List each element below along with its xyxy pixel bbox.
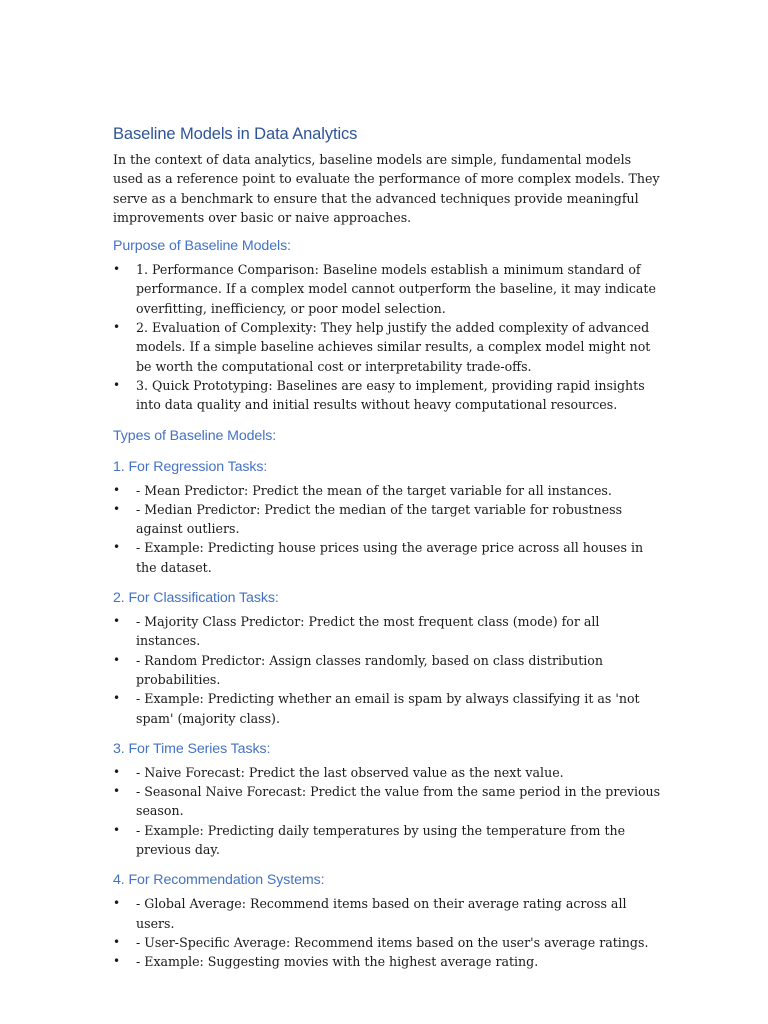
list-item xyxy=(113,481,661,500)
list-item-text: - Mean Predictor: Predict the mean of the target variable for all instances. xyxy=(136,482,612,498)
bullet-icon: • xyxy=(113,377,121,392)
list-item-text: - Example: Predicting daily temperatures by using the temperature from the previous day. xyxy=(136,822,626,858)
classification-list xyxy=(113,612,661,728)
recommendation-heading: 4. For Recommendation Systems: xyxy=(113,872,325,889)
list-item xyxy=(113,782,661,821)
regression-list xyxy=(113,481,661,577)
bullet-icon: • xyxy=(113,896,121,911)
list-item-text: - Seasonal Naive Forecast: Predict the value from the same period in the previous season. xyxy=(136,784,661,819)
list-item-text: 2. Evaluation of Complexity: They help justify the added complexity of advanced models. If a simple baseline achieves similar results, a complex model might not be worth the computational cost or interpretability trade-offs. xyxy=(136,320,651,374)
bullet-icon: • xyxy=(113,691,121,706)
list-item-text: - User-Specific Average: Recommend items based on the user's average ratings. xyxy=(136,934,649,950)
list-item xyxy=(113,376,661,415)
purpose-heading: Purpose of Baseline Models: xyxy=(113,238,291,255)
bullet-icon: • xyxy=(113,262,121,277)
types-heading: Types of Baseline Models: xyxy=(113,427,277,444)
list-item-text: - Example: Suggesting movies with the highest average rating. xyxy=(136,954,539,970)
list-item-text: 1. Performance Comparison: Baseline models establish a minimum standard of performance. If a complex model cannot outperform the baseline, it may indicate overfitting, inefficiency, or poor model selection. xyxy=(136,262,656,316)
regression-heading: 1. For Regression Tasks: xyxy=(113,458,268,475)
bullet-icon: • xyxy=(113,540,121,555)
intro-paragraph: In the context of data analytics, baseline models are simple, fundamental models used as a reference point to evaluate the performance of more complex models. They serve as a benchmark to ensure that the advanced techniques provide meaningful improvements over basic or naive approaches. xyxy=(113,152,660,225)
list-item-text: 3. Quick Prototyping: Baselines are easy to implement, providing rapid insights into data quality and initial results without heavy computational resources. xyxy=(136,377,645,413)
time-series-heading: 3. For Time Series Tasks: xyxy=(113,740,271,757)
recommendation-list xyxy=(113,894,661,971)
bullet-icon: • xyxy=(113,934,121,949)
list-item xyxy=(113,933,661,952)
bullet-icon: • xyxy=(113,501,121,516)
bullet-icon: • xyxy=(113,822,121,837)
list-item xyxy=(113,612,661,651)
list-item xyxy=(113,651,661,690)
list-item-text: - Majority Class Predictor: Predict the most frequent class (mode) for all instances. xyxy=(136,614,600,649)
document-title: Baseline Models in Data Analytics xyxy=(113,125,358,143)
list-item-text: - Example: Predicting whether an email is spam by always classifying it as 'not spam' (majority class). xyxy=(136,691,640,726)
time-series-list xyxy=(113,763,661,859)
list-item-text: - Naive Forecast: Predict the last observed value as the next value. xyxy=(136,764,564,780)
list-item xyxy=(113,821,661,860)
list-item-text: - Example: Predicting house prices using the average price across all houses in the dataset. xyxy=(136,540,644,575)
bullet-icon: • xyxy=(113,482,121,497)
bullet-icon: • xyxy=(113,954,121,969)
classification-heading: 2. For Classification Tasks: xyxy=(113,590,279,607)
list-item xyxy=(113,952,661,971)
list-item xyxy=(113,260,661,318)
bullet-icon: • xyxy=(113,784,121,799)
document-page xyxy=(113,124,661,972)
list-item xyxy=(113,689,661,728)
list-item-text: - Random Predictor: Assign classes randomly, based on class distribution probabilities. xyxy=(136,652,603,687)
list-item-text: - Global Average: Recommend items based on their average rating across all users. xyxy=(136,896,627,931)
list-item xyxy=(113,538,661,577)
bullet-icon: • xyxy=(113,614,121,629)
list-item-text: - Median Predictor: Predict the median of the target variable for robustness against outliers. xyxy=(136,501,623,537)
bullet-icon: • xyxy=(113,764,121,779)
list-item xyxy=(113,763,661,782)
bullet-icon: • xyxy=(113,320,121,335)
purpose-list xyxy=(113,260,661,414)
list-item xyxy=(113,500,661,539)
bullet-icon: • xyxy=(113,652,121,667)
list-item xyxy=(113,318,661,376)
list-item xyxy=(113,894,661,933)
